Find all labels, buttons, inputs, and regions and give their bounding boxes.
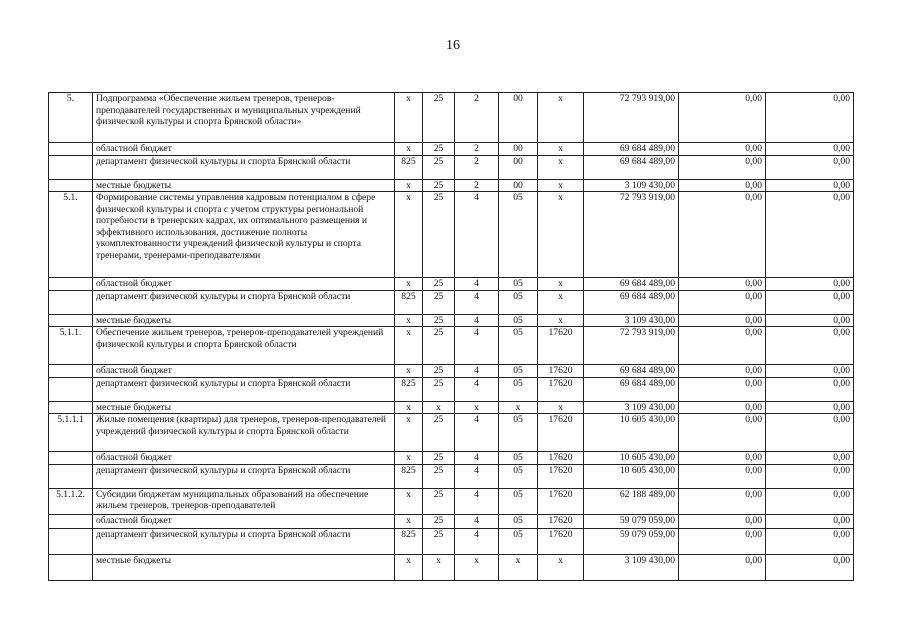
code-gp: 25 [423,528,455,554]
code-na: х [538,290,584,314]
amount-year-3: 0,00 [766,278,854,291]
row-number [49,179,93,192]
row-name: областной бюджет [93,143,395,156]
code-na: 17620 [538,327,584,365]
code-pgp: 2 [455,155,499,179]
code-om: х [499,554,538,580]
code-pgp: 2 [455,143,499,156]
row-name: департамент физической культуры и спорта Брянской области [93,464,395,488]
code-gr: х [395,514,423,528]
code-gp: 25 [423,414,455,452]
table-row [49,314,854,327]
code-gp: 25 [423,365,455,378]
code-om: 05 [499,192,538,278]
amount-year-3: 0,00 [766,528,854,554]
code-gr: х [395,93,423,143]
code-na: 17620 [538,452,584,465]
code-gp: 25 [423,514,455,528]
code-gp: 25 [423,464,455,488]
row-name: областной бюджет [93,278,395,291]
row-number [49,401,93,414]
row-number [49,290,93,314]
code-om: 05 [499,278,538,291]
amount-year-2: 0,00 [679,488,766,514]
amount-year-1: 3 109 430,00 [584,314,679,327]
code-pgp: 4 [455,278,499,291]
row-number [49,278,93,291]
amount-year-3: 0,00 [766,401,854,414]
row-number: 5. [49,93,93,143]
amount-year-1: 59 079 059,00 [584,514,679,528]
amount-year-2: 0,00 [679,93,766,143]
code-na: 17620 [538,464,584,488]
amount-year-3: 0,00 [766,93,854,143]
code-na: х [538,93,584,143]
code-pgp: 4 [455,192,499,278]
row-name: местные бюджеты [93,179,395,192]
amount-year-1: 10 605 430,00 [584,452,679,465]
row-name: Жилые помещения (квартиры) для тренеров, тренеров-преподавателей учреждений физической культуры и спорта Брянской области [93,414,395,452]
code-om: 05 [499,365,538,378]
amount-year-1: 3 109 430,00 [584,401,679,414]
row-name: Подпрограмма «Обеспечение жильем тренеров, тренеров-преподавателей государственных и муниципальных учреждений физической культуры и спорта Брянской области» [93,93,395,143]
row-number: 5.1.1.1 [49,414,93,452]
table-body [49,93,854,581]
code-pgp: х [455,554,499,580]
amount-year-1: 3 109 430,00 [584,554,679,580]
amount-year-3: 0,00 [766,365,854,378]
code-gr: х [395,554,423,580]
amount-year-2: 0,00 [679,377,766,401]
code-gp: 25 [423,327,455,365]
code-om: 05 [499,464,538,488]
code-gr: х [395,365,423,378]
code-gr: х [395,192,423,278]
table-row [49,554,854,580]
amount-year-2: 0,00 [679,155,766,179]
row-number [49,314,93,327]
code-pgp: 4 [455,365,499,378]
row-number [49,377,93,401]
code-om: 00 [499,93,538,143]
code-na: х [538,554,584,580]
row-name: областной бюджет [93,514,395,528]
code-pgp: 4 [455,528,499,554]
code-om: 05 [499,528,538,554]
amount-year-2: 0,00 [679,452,766,465]
code-pgp: 4 [455,488,499,514]
code-pgp: 4 [455,414,499,452]
row-name: местные бюджеты [93,401,395,414]
amount-year-3: 0,00 [766,488,854,514]
code-pgp: 4 [455,464,499,488]
row-name: Субсидии бюджетам муниципальных образований на обеспечение жильем тренеров, тренеров-преподавателей [93,488,395,514]
code-gr: х [395,278,423,291]
code-gp: 25 [423,155,455,179]
code-na: 17620 [538,377,584,401]
code-om: 05 [499,414,538,452]
amount-year-2: 0,00 [679,314,766,327]
amount-year-3: 0,00 [766,464,854,488]
table-row [49,377,854,401]
code-na: х [538,314,584,327]
code-om: 05 [499,452,538,465]
amount-year-2: 0,00 [679,143,766,156]
table-row [49,452,854,465]
code-gr: х [395,314,423,327]
code-gr: х [395,401,423,414]
amount-year-1: 10 605 430,00 [584,464,679,488]
code-gp: 25 [423,192,455,278]
row-number [49,155,93,179]
table-row [49,327,854,365]
code-om: 05 [499,488,538,514]
table-row [49,365,854,378]
table-row [49,488,854,514]
amount-year-2: 0,00 [679,414,766,452]
row-number [49,365,93,378]
table-row [49,464,854,488]
code-na: 17620 [538,414,584,452]
row-name: Формирование системы управления кадровым потенциалом в сфере физической культуры и спорта с учетом структуры региональной потребности в тренерских кадрах, их оптимального размещения и эффективного использования, достижение полноты укомплектованности учреждений физической культуры и спорта тренерами, тренерами-преподавателями [93,192,395,278]
amount-year-3: 0,00 [766,192,854,278]
amount-year-1: 3 109 430,00 [584,179,679,192]
table-row [49,179,854,192]
code-om: 05 [499,377,538,401]
row-name: департамент физической культуры и спорта Брянской области [93,528,395,554]
amount-year-2: 0,00 [679,401,766,414]
code-gp: 25 [423,314,455,327]
amount-year-1: 69 684 489,00 [584,155,679,179]
row-name: департамент физической культуры и спорта Брянской области [93,377,395,401]
code-gr: х [395,488,423,514]
table-row [49,93,854,143]
amount-year-2: 0,00 [679,278,766,291]
code-na: 17620 [538,488,584,514]
code-na: х [538,179,584,192]
amount-year-1: 69 684 489,00 [584,278,679,291]
amount-year-1: 69 684 489,00 [584,365,679,378]
amount-year-1: 69 684 489,00 [584,377,679,401]
row-number [49,528,93,554]
amount-year-1: 69 684 489,00 [584,143,679,156]
code-gp: 25 [423,488,455,514]
code-na: 17620 [538,514,584,528]
amount-year-2: 0,00 [679,365,766,378]
code-om: 00 [499,155,538,179]
code-pgp: х [455,401,499,414]
amount-year-3: 0,00 [766,314,854,327]
code-om: 05 [499,514,538,528]
row-number: 5.1. [49,192,93,278]
table-row [49,414,854,452]
row-number: 5.1.1. [49,327,93,365]
code-gr: 825 [395,290,423,314]
budget-table [48,92,854,581]
amount-year-1: 72 793 919,00 [584,192,679,278]
amount-year-3: 0,00 [766,554,854,580]
amount-year-1: 10 605 430,00 [584,414,679,452]
code-gp: 25 [423,452,455,465]
code-om: 05 [499,290,538,314]
amount-year-3: 0,00 [766,377,854,401]
code-na: х [538,278,584,291]
amount-year-1: 72 793 919,00 [584,93,679,143]
code-gp: 25 [423,179,455,192]
amount-year-3: 0,00 [766,179,854,192]
code-pgp: 4 [455,314,499,327]
code-na: х [538,155,584,179]
code-gr: 825 [395,464,423,488]
table-row [49,401,854,414]
code-na: х [538,401,584,414]
code-pgp: 4 [455,514,499,528]
table-row [49,192,854,278]
code-gp: 25 [423,93,455,143]
code-gp: 25 [423,143,455,156]
code-gr: 825 [395,377,423,401]
code-pgp: 2 [455,179,499,192]
code-gr: х [395,179,423,192]
code-om: 05 [499,314,538,327]
amount-year-3: 0,00 [766,327,854,365]
row-name: областной бюджет [93,365,395,378]
code-gr: х [395,143,423,156]
amount-year-2: 0,00 [679,290,766,314]
code-om: х [499,401,538,414]
amount-year-1: 72 793 919,00 [584,327,679,365]
row-number [49,464,93,488]
amount-year-1: 59 079 059,00 [584,528,679,554]
amount-year-3: 0,00 [766,514,854,528]
amount-year-3: 0,00 [766,290,854,314]
code-na: х [538,143,584,156]
code-gr: х [395,414,423,452]
amount-year-2: 0,00 [679,327,766,365]
amount-year-3: 0,00 [766,143,854,156]
amount-year-2: 0,00 [679,192,766,278]
code-gp: 25 [423,278,455,291]
row-number [49,554,93,580]
code-gr: 825 [395,155,423,179]
row-number [49,452,93,465]
code-om: 05 [499,327,538,365]
amount-year-2: 0,00 [679,464,766,488]
code-na: 17620 [538,365,584,378]
code-pgp: 2 [455,93,499,143]
row-name: областной бюджет [93,452,395,465]
code-om: 00 [499,179,538,192]
code-gr: х [395,452,423,465]
row-name: Обеспечение жильем тренеров, тренеров-преподавателей учреждений физической культуры и спорта Брянской области [93,327,395,365]
code-pgp: 4 [455,290,499,314]
code-om: 00 [499,143,538,156]
code-gr: 825 [395,528,423,554]
code-gp: 25 [423,377,455,401]
amount-year-2: 0,00 [679,554,766,580]
amount-year-1: 62 188 489,00 [584,488,679,514]
amount-year-3: 0,00 [766,414,854,452]
amount-year-3: 0,00 [766,155,854,179]
code-pgp: 4 [455,452,499,465]
code-pgp: 4 [455,327,499,365]
page-number: 16 [446,38,460,53]
amount-year-2: 0,00 [679,528,766,554]
code-gp: 25 [423,290,455,314]
row-number: 5.1.1.2. [49,488,93,514]
code-na: 17620 [538,528,584,554]
code-na: х [538,192,584,278]
row-name: местные бюджеты [93,314,395,327]
table-row [49,514,854,528]
row-name: местные бюджеты [93,554,395,580]
code-gr: х [395,327,423,365]
table-row [49,143,854,156]
code-gp: х [423,554,455,580]
row-number [49,514,93,528]
amount-year-1: 69 684 489,00 [584,290,679,314]
table-row [49,278,854,291]
amount-year-3: 0,00 [766,452,854,465]
amount-year-2: 0,00 [679,514,766,528]
table-row [49,155,854,179]
code-gp: х [423,401,455,414]
row-name: департамент физической культуры и спорта Брянской области [93,290,395,314]
row-name: департамент физической культуры и спорта Брянской области [93,155,395,179]
table-row [49,290,854,314]
code-pgp: 4 [455,377,499,401]
table-row [49,528,854,554]
amount-year-2: 0,00 [679,179,766,192]
row-number [49,143,93,156]
